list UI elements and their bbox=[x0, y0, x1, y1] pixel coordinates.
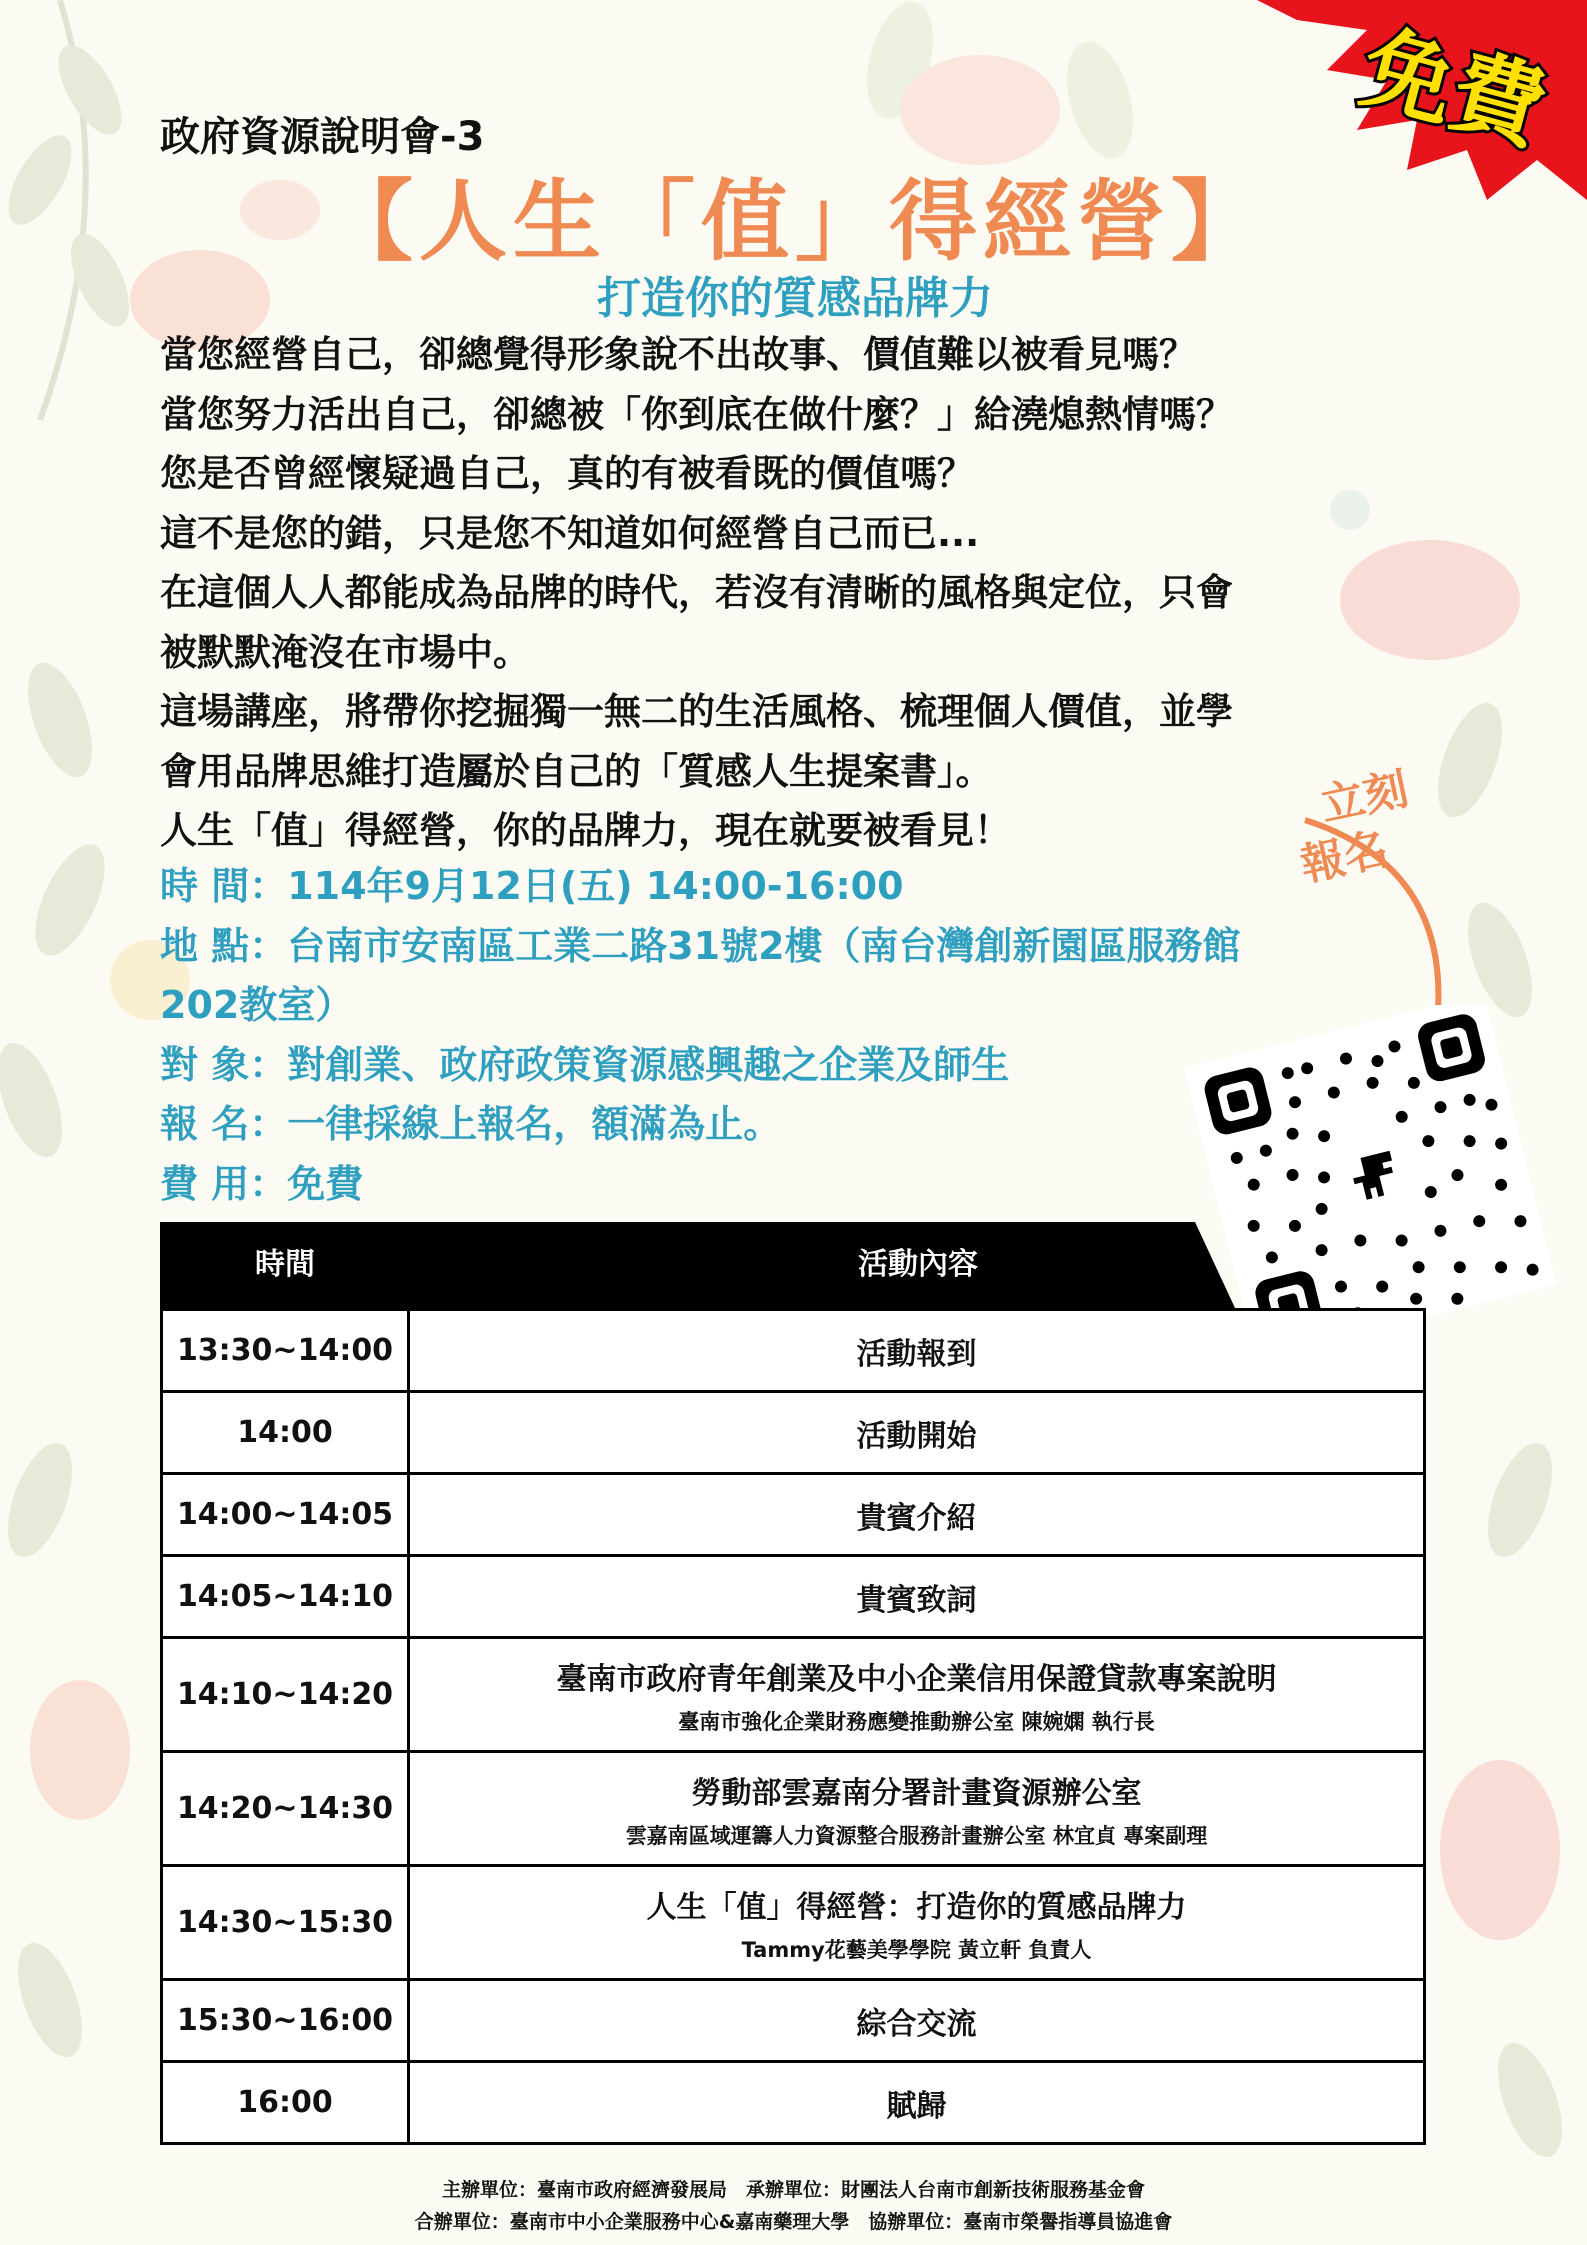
intro-line: 這場講座，將帶你挖掘獨一無二的生活風格、梳理個人價值，並學 bbox=[160, 690, 1233, 733]
row-time: 14:00~14:05 bbox=[162, 1474, 409, 1556]
organizer-line: 主辦單位：臺南市政府經濟發展局 承辦單位：財團法人台南市創新技術服務基金會 bbox=[441, 2179, 1145, 2201]
event-registration: 報 名：一律採線上報名，額滿為止。 bbox=[160, 1102, 782, 1146]
intro-line: 當您努力活出自己，卻總被「你到底在做什麼？」給澆熄熱情嗎？ bbox=[160, 392, 1233, 436]
column-header-time: 時間 bbox=[255, 1247, 315, 1282]
row-activity-cell bbox=[409, 1638, 1425, 1752]
table-row bbox=[162, 1866, 1425, 1980]
row-activity: 活動開始 bbox=[409, 1392, 1425, 1474]
event-audience: 對 象：對創業、政府政策資源感興趣之企業及師生 bbox=[160, 1042, 1010, 1087]
row-time: 14:00 bbox=[162, 1392, 409, 1474]
row-time: 13:30~14:00 bbox=[162, 1310, 409, 1392]
row-time: 16:00 bbox=[162, 2062, 409, 2144]
row-time: 14:20~14:30 bbox=[162, 1752, 409, 1866]
row-activity-cell bbox=[409, 1752, 1425, 1866]
row-activity: 綜合交流 bbox=[409, 1980, 1425, 2062]
row-time: 14:10~14:20 bbox=[162, 1638, 409, 1752]
row-speaker: 臺南市強化企業財務應變推動辦公室 陳婉嫻 執行長 bbox=[678, 1709, 1155, 1734]
event-location: 地 點：台南市安南區工業二路31號2樓（南台灣創新園區服務館 bbox=[160, 923, 1241, 968]
cta-line-2: 報名 bbox=[1296, 823, 1393, 892]
table-row bbox=[162, 2062, 1425, 2144]
cta-line-1: 立刻 bbox=[1316, 763, 1413, 832]
table-row bbox=[162, 1980, 1425, 2062]
event-series-label: 政府資源說明會-3 bbox=[160, 114, 485, 160]
schedule-header bbox=[160, 1222, 1426, 1308]
table-row bbox=[162, 1752, 1425, 1866]
row-activity: 貴賓介紹 bbox=[409, 1474, 1425, 1556]
organizers-footer bbox=[0, 2174, 1587, 2238]
page-subtitle: 打造你的質感品牌力 bbox=[597, 273, 993, 324]
row-activity: 人生「值」得經營：打造你的質感品牌力 bbox=[646, 1889, 1187, 1925]
intro-line: 您是否曾經懷疑過自己，真的有被看既的價值嗎？ bbox=[160, 452, 974, 495]
row-activity: 賦歸 bbox=[409, 2062, 1425, 2144]
column-header-activity: 活動內容 bbox=[858, 1247, 978, 1282]
intro-line: 人生「值」得經營，你的品牌力，現在就要被看見！ bbox=[160, 809, 1011, 852]
intro-line: 當您經營自己，卻總覺得形象說不出故事、價值難以被看見嗎？ bbox=[160, 333, 1196, 376]
row-speaker: 雲嘉南區域運籌人力資源整合服務計畫辦公室 林宜貞 專案副理 bbox=[625, 1823, 1208, 1848]
table-row bbox=[162, 1638, 1425, 1752]
page-title: 【人生「值」得經營】 bbox=[324, 170, 1265, 273]
row-activity: 勞動部雲嘉南分署計畫資源辦公室 bbox=[691, 1775, 1142, 1811]
table-row bbox=[162, 1310, 1425, 1392]
row-speaker: Tammy花藝美學學院 黃立軒 負責人 bbox=[741, 1937, 1092, 1962]
row-activity-cell bbox=[409, 1866, 1425, 1980]
row-time: 14:30~15:30 bbox=[162, 1866, 409, 1980]
intro-line: 這不是您的錯，只是您不知道如何經營自己而已... bbox=[160, 511, 980, 555]
event-location-cont: 202教室） bbox=[160, 983, 354, 1027]
table-row bbox=[162, 1474, 1425, 1556]
table-row bbox=[162, 1392, 1425, 1474]
free-badge-text: 免費 bbox=[1350, 13, 1557, 165]
row-activity: 臺南市政府青年創業及中小企業信用保證貸款專案說明 bbox=[556, 1661, 1277, 1697]
schedule-table bbox=[160, 1222, 1426, 2145]
row-time: 15:30~16:00 bbox=[162, 1980, 409, 2062]
intro-line: 在這個人人都能成為品牌的時代，若沒有清晰的風格與定位，只會 bbox=[160, 571, 1233, 614]
intro-text bbox=[160, 325, 1430, 861]
table-row bbox=[162, 1556, 1425, 1638]
intro-line: 被默默淹沒在市場中。 bbox=[160, 630, 530, 674]
event-time: 時 間：114年9月12日(五) 14:00-16:00 bbox=[160, 864, 904, 908]
co-organizer-line: 合辦單位：臺南市中小企業服務中心&嘉南藥理大學 協辦單位：臺南市榮譽指導員協進會 bbox=[414, 2211, 1173, 2233]
row-time: 14:05~14:10 bbox=[162, 1556, 409, 1638]
event-fee: 費 用：免費 bbox=[160, 1161, 364, 1206]
schedule-rows bbox=[160, 1308, 1426, 2145]
row-activity: 貴賓致詞 bbox=[409, 1556, 1425, 1638]
intro-line: 會用品牌思維打造屬於自己的「質感人生提案書」。 bbox=[160, 749, 993, 793]
row-activity: 活動報到 bbox=[409, 1310, 1425, 1392]
